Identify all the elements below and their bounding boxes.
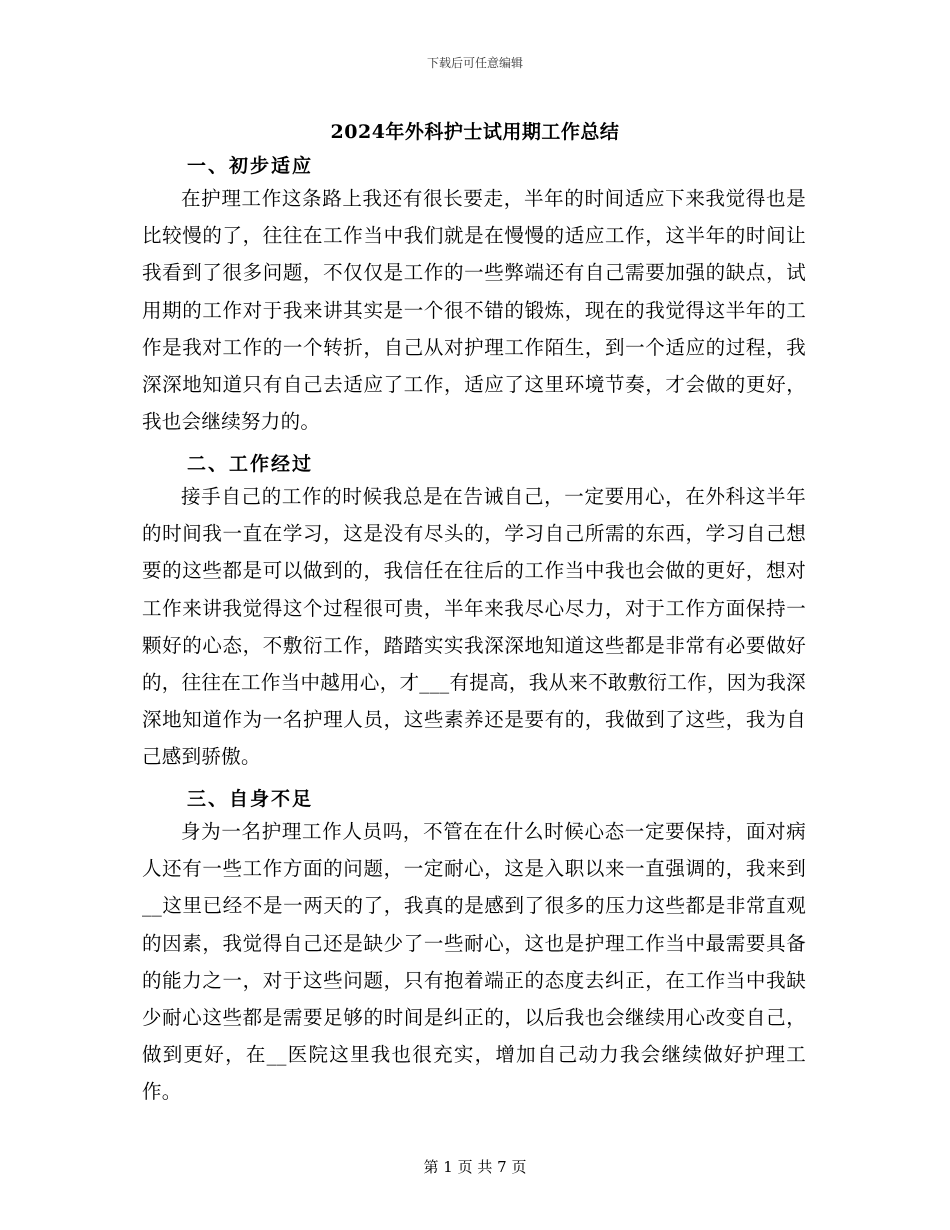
page-header-note: 下载后可任意编辑 bbox=[426, 56, 523, 70]
document-title: 2024年外科护士试用期工作总结 bbox=[330, 121, 620, 143]
section-heading-2: 二、工作经过 bbox=[187, 453, 314, 475]
section-heading-1: 一、初步适应 bbox=[187, 155, 314, 177]
section-heading-3: 三、自身不足 bbox=[187, 788, 314, 810]
section-body-2: 接手自己的工作的时候我总是在告诫自己，一定要用心，在外科这半年的时间我一直在学习，这是没有尽头的，学习自己所需的东西，学习自己想要的这些都是可以做到的，我信任在往后的工作当中我也会做的更好，想对工作来讲我觉得这个过程很可贵，半年来我尽心尽力，对于工作方面保持一颗好的心态，不敷衍工作，踏踏实实我深深地知道这些都是非常有必要做好的，往往在工作当中越用心，才___有提高，我从来不敢敷衍工作，因为我深深地知道作为一名护理人员，这些素养还是要有的，我做到了这些，我为自己感到骄傲。 bbox=[142, 485, 806, 769]
section-body-3: 身为一名护理工作人员吗，不管在在什么时候心态一定要保持，面对病人还有一些工作方面的问题，一定耐心，这是入职以来一直强调的，我来到__这里已经不是一两天的了，我真的是感到了很多的压力这些都是非常直观的因素，我觉得自己还是缺少了一些耐心，这也是护理工作当中最需要具备的能力之一，对于这些问题，只有抱着端正的态度去纠正，在工作当中我缺少耐心这些都是需要足够的时间是纠正的，以后我也会继续用心改变自己，做到更好，在__医院这里我也很充实，增加自己动力我会继续做好护理工作。 bbox=[142, 820, 806, 1104]
section-body-1: 在护理工作这条路上我还有很长要走，半年的时间适应下来我觉得也是比较慢的了，往往在工作当中我们就是在慢慢的适应工作，这半年的时间让我看到了很多问题，不仅仅是工作的一些弊端还有自己需要加强的缺点，试用期的工作对于我来讲其实是一个很不错的锻炼，现在的我觉得这半年的工作是我对工作的一个转折，自己从对护理工作陌生，到一个适应的过程，我深深地知道只有自己去适应了工作，适应了这里环境节奏，才会做的更好，我也会继续努力的。 bbox=[142, 187, 806, 434]
page-number: 第 1 页 共 7 页 bbox=[423, 1158, 527, 1176]
